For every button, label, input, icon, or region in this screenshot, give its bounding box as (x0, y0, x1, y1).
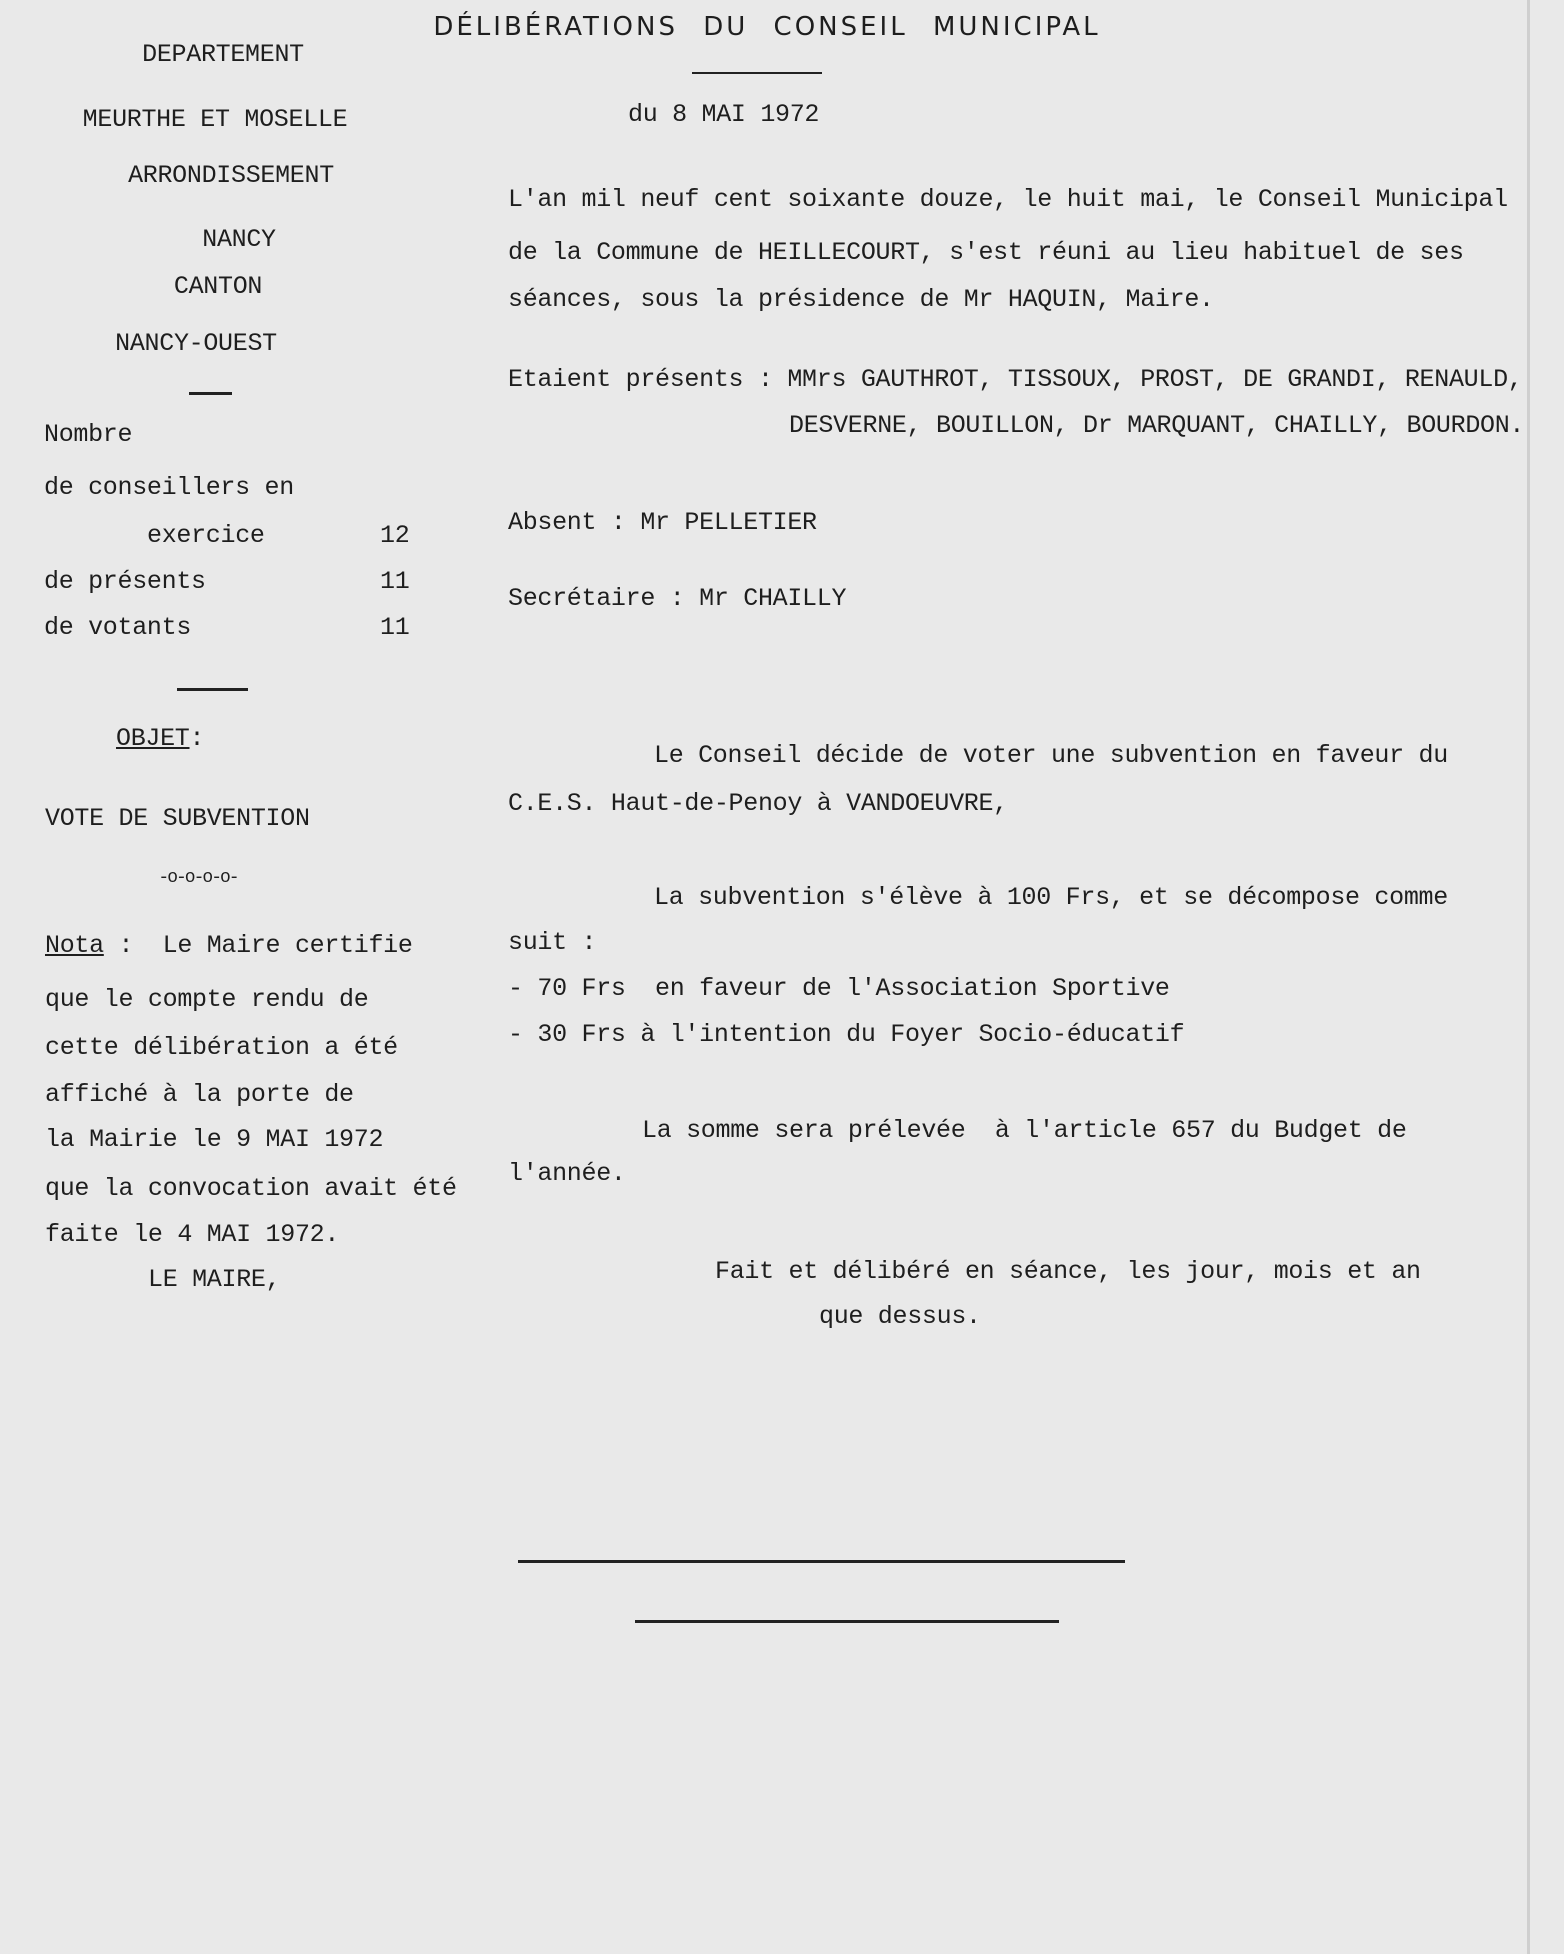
nota-line: que le compte rendu de (45, 985, 369, 1014)
votants-label: de votants (44, 613, 192, 642)
signature: LE MAIRE, (148, 1265, 281, 1294)
secretaire: Secrétaire : Mr CHAILLY (508, 584, 847, 613)
document-title: DÉLIBÉRATIONS DU CONSEIL MUNICIPAL (433, 12, 1101, 42)
nota-text: : Le Maire certifie (103, 931, 413, 960)
nota-label: Nota (45, 931, 104, 960)
divider (177, 688, 248, 691)
absent: Absent : Mr PELLETIER (508, 508, 817, 537)
decision-line: C.E.S. Haut-de-Penoy à VANDOEUVRE, (508, 789, 1008, 818)
objet-colon: : (189, 724, 205, 753)
objet: VOTE DE SUBVENTION (45, 804, 310, 833)
departement: MEURTHE ET MOSELLE (82, 105, 348, 134)
arrondissement-label: ARRONDISSEMENT (128, 161, 334, 190)
montant-item: - 70 Frs en faveur de l'Association Sportive (508, 974, 1170, 1003)
budget-line: l'année. (508, 1159, 626, 1188)
departement-label: DEPARTEMENT (142, 40, 304, 69)
arrondissement: NANCY (202, 225, 276, 254)
montant-item: - 30 Frs à l'intention du Foyer Socio-éducatif (508, 1020, 1185, 1049)
signature-rule (635, 1620, 1059, 1623)
signature-rule (518, 1560, 1125, 1563)
decision-line: Le Conseil décide de voter une subvention en faveur du (654, 741, 1448, 770)
presents-label: de présents (44, 567, 206, 596)
ornament: -o-o-o-o- (158, 868, 238, 888)
divider (189, 392, 232, 395)
intro-line: séances, sous la présidence de Mr HAQUIN, Maire. (508, 285, 1214, 314)
conseillers-label: de conseillers en (44, 473, 294, 502)
exercice-label: exercice (147, 521, 265, 550)
canton: NANCY-OUEST (115, 329, 277, 358)
presents-line: Etaient présents : MMrs GAUTHROT, TISSOUX, PROST, DE GRANDI, RENAULD, (508, 365, 1523, 394)
presents-line: DESVERNE, BOUILLON, Dr MARQUANT, CHAILLY, BOURDON. (789, 411, 1525, 440)
nota-line: affiché à la porte de (45, 1080, 354, 1109)
montant-line: La subvention s'élève à 100 Frs, et se décompose comme (654, 883, 1448, 912)
intro-line: L'an mil neuf cent soixante douze, le huit mai, le Conseil Municipal (508, 185, 1508, 214)
canton-label: CANTON (173, 272, 263, 301)
montant-line: suit : (508, 928, 597, 957)
closing-line: Fait et délibéré en séance, les jour, mois et an (715, 1257, 1421, 1286)
title-rule (692, 72, 822, 74)
closing-line: que dessus. (819, 1302, 981, 1331)
nota-line: la Mairie le 9 MAI 1972 (45, 1125, 384, 1154)
meeting-date: du 8 MAI 1972 (628, 100, 820, 129)
nota-line: que la convocation avait été (45, 1174, 457, 1203)
objet-label: OBJET (116, 724, 190, 753)
nombre-label: Nombre (44, 420, 133, 449)
nota-line: cette délibération a été (45, 1033, 398, 1062)
intro-line: de la Commune de HEILLECOURT, s'est réuni au lieu habituel de ses (508, 238, 1464, 267)
votants-value: 11 (380, 613, 410, 642)
presents-value: 11 (380, 567, 410, 596)
page-edge (1527, 0, 1530, 1954)
nota-line: faite le 4 MAI 1972. (45, 1220, 340, 1249)
budget-line: La somme sera prélevée à l'article 657 du Budget de (642, 1116, 1407, 1145)
exercice-value: 12 (380, 521, 410, 550)
nota-line (45, 931, 413, 961)
objet-heading (116, 724, 204, 754)
